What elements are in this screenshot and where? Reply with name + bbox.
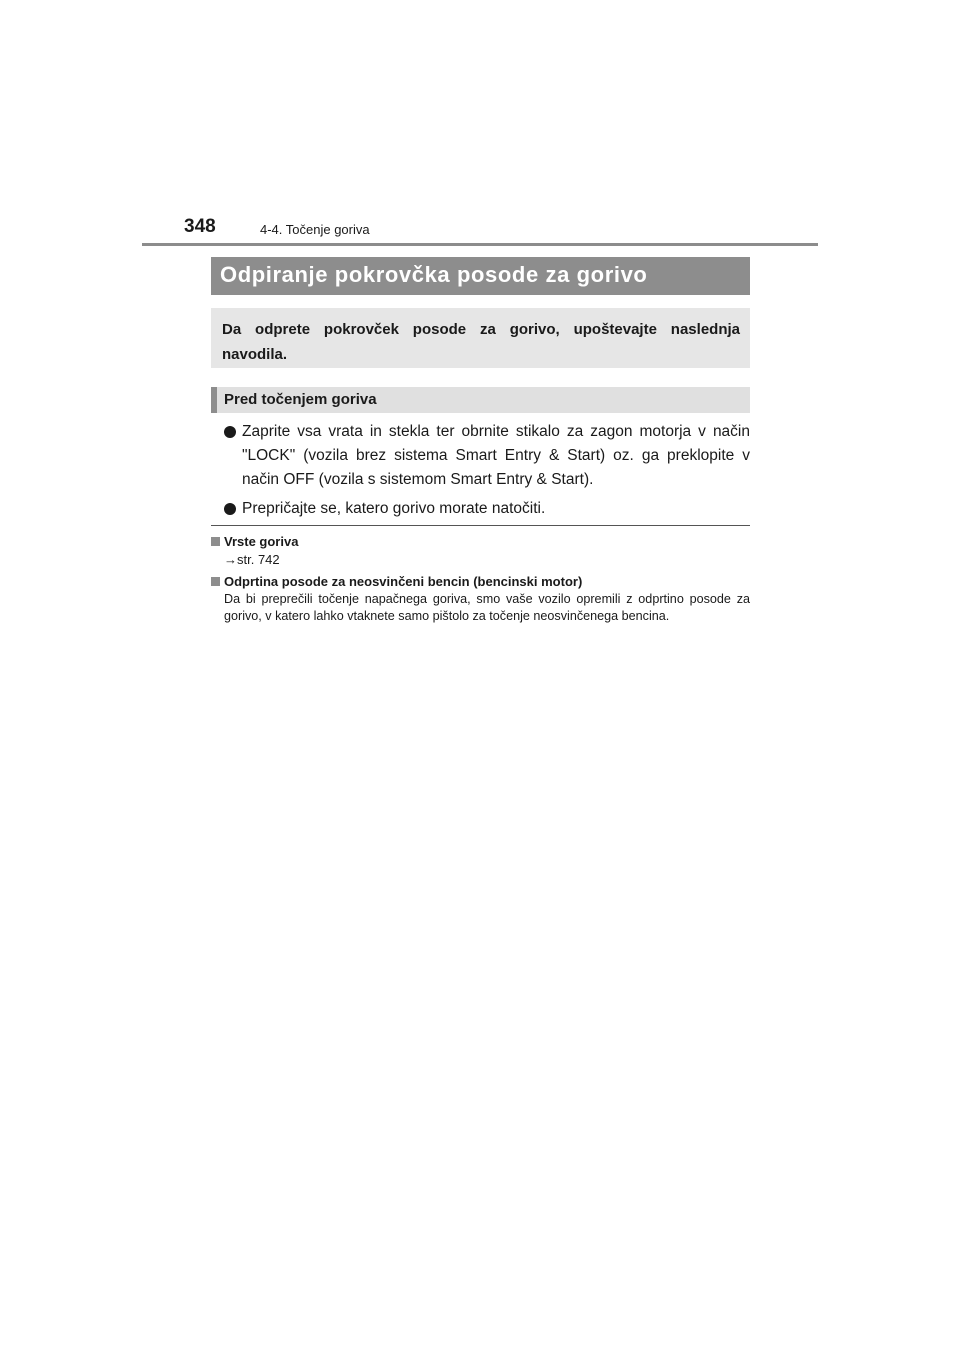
subheading-text: Pred točenjem goriva [224, 391, 377, 408]
note-body: Da bi preprečili točenje napačnega goriva, smo vaše vozilo opremili z odprtino posode za gorivo, v katero lahko vtaknete samo pištolo za točenje neosvinčenega bencina. [224, 592, 750, 623]
intro-box [211, 308, 750, 368]
notes-divider [211, 525, 750, 526]
square-bullet-icon [211, 577, 220, 586]
note-title-text: Vrste goriva [224, 534, 299, 549]
square-bullet-icon [211, 537, 220, 546]
note-title-text: Odprtina posode za neosvinčeni bencin (bencinski motor) [224, 574, 583, 589]
subheading-accent [211, 387, 217, 413]
bullet-dot-icon [224, 503, 236, 515]
intro-text: Da odprete pokrovček posode za gorivo, upoštevajte naslednja navodila. [222, 321, 740, 363]
bullet-item [211, 420, 750, 492]
notes-section [211, 533, 750, 625]
header-divider [142, 243, 818, 246]
note-title [211, 533, 750, 551]
bullet-dot-icon [224, 426, 236, 438]
bullet-item [211, 497, 750, 521]
bullet-list [211, 420, 750, 526]
page-title: Odpiranje pokrovčka posode za gorivo [220, 262, 648, 287]
title-banner [211, 257, 750, 295]
page-reference: →str. 742 [224, 552, 280, 567]
section-header: 4-4. Točenje goriva [260, 222, 370, 237]
bullet-text: Zaprite vsa vrata in stekla ter obrnite stikalo za zagon motorja v način "LOCK" (vozila brez sistema Smart Entry & Start) oz. ga preklopite v način OFF (vozila s sistemom Smart Entry & Start). [242, 423, 750, 488]
note-title [211, 573, 750, 591]
bullet-text: Prepričajte se, katero gorivo morate natočiti. [242, 500, 546, 517]
page-number: 348 [184, 216, 216, 237]
subheading-bar [211, 387, 750, 413]
